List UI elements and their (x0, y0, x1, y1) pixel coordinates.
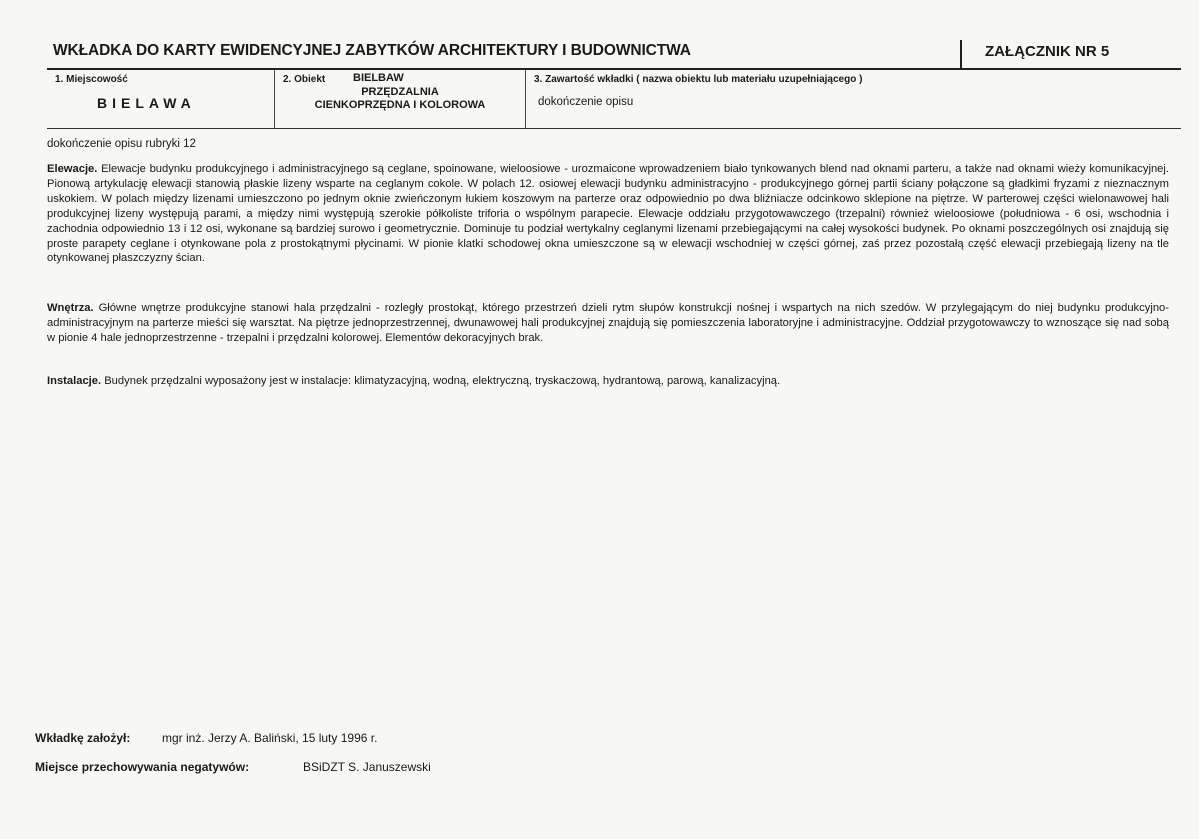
paragraph-installations (47, 374, 1169, 389)
content-value: dokończenie opisu (538, 96, 634, 108)
paragraph-elevations (47, 162, 1169, 266)
form-fields-row (47, 70, 1181, 129)
content-label: 3. Zawartość wkładki ( nazwa obiektu lub materiału uzupełniającego ) (534, 74, 863, 85)
storage-row (35, 760, 431, 774)
object-description-line-1: PRZĘDZALNIA (361, 86, 439, 98)
annex-number: ZAŁĄCZNIK NR 5 (985, 43, 1110, 60)
content-field (526, 70, 1181, 128)
storage-label: Miejsce przechowywania negatywów: (35, 760, 250, 774)
place-value: BIELAWA (97, 95, 196, 111)
paragraph-text: Główne wnętrze produkcyjne stanowi hala przędzalni - rozległy prostokąt, którego przestrzeń dzieli rytm słupów konstrukcji nośnej i wspartych na nich szedów. W przylegającym do niej budynku produkcyjno-administracyjnym na parterze mieści się warsztat. Na piętrze jednoprzestrzennej, dwunawowej hali produkcyjnej znajdują się pomieszczenia laboratoryjne i administracyjne. Oddział przygotowawczy to wznoszące się nad sobą w pionie 4 hale jednoprzestrzenne - trzepalni i przędzalni kolorowej. Elementów dekoracyjnych brak. (47, 302, 1169, 344)
object-name: BIELBAW (353, 72, 404, 84)
place-field (47, 70, 275, 128)
object-description-line-2: CIENKOPRZĘDNA I KOLOROWA (314, 99, 486, 111)
object-description (275, 86, 525, 112)
storage-value: BSiDZT S. Januszewski (303, 760, 431, 774)
author-label: Wkładkę założył: (35, 731, 131, 745)
object-field (275, 70, 526, 128)
form-header (47, 36, 1181, 70)
paragraph-lead: Elewacje. (47, 163, 98, 175)
paragraph-text: Elewacje budynku produkcyjnego i administracyjnego są ceglane, spoinowane, wieloosiowe - urozmaicone wprowadzeniem biało tynkowanych blend nad oknami parteru, a także nad oknami wieży komunikacyjnej. Pionową artykulację elewacji stanowią płaskie lizeny wsparte na ceglanym cokole. W polach 12. osiowej elewacji budynku administracyjno - produkcyjnego górnej partii ściany połączone są gładkimi fryzami z nieznacznym uskokiem. W polach między lizenami umieszczono po jednym oknie zwieńczonym łukiem koszowym na parterze oraz odpowiednio po dwa bliźniacze odcinkowo sklepione na piętrze. W parterowej części wielonawowej hali produkcyjnej lizeny występują parami, a między nimi występują szerokie półkoliste triforia o wspólnym parapecie. Elewacje oddziału przygotowawczego (trzepalni) również wieloosiowe (południowa - 6 osi, wschodnia i zachodnia odpowiednio 13 i 12 osi, wykonane są bardziej surowo i geometrycznie. Dominuje tu podział wertykalny ceglanymi lizenami przebiegającymi na całej wysokości budynek. Po oknami poszczególnych osi znajdują się proste parapety ceglane i otynkowane pola z prostokątnymi płycinami. W pionie klatki schodowej okna umieszczone są w elewacji wschodniej w części górnej, zaś przez pozostałą część elewacji przebiegają lizeny na tle otynkowanej płaszczyzny ścian. (47, 163, 1169, 265)
object-label: 2. Obiekt (283, 74, 326, 85)
header-divider (960, 40, 962, 68)
form-title: WKŁADKA DO KARTY EWIDENCYJNEJ ZABYTKÓW ARCHITEKTURY I BUDOWNICTWA (53, 42, 691, 59)
author-value: mgr inż. Jerzy A. Baliński, 15 luty 1996 r. (162, 731, 378, 745)
section-heading: dokończenie opisu rubryki 12 (47, 138, 196, 150)
paragraph-lead: Wnętrza. (47, 302, 94, 314)
paragraph-text: Budynek przędzalni wyposażony jest w instalacje: klimatyzacyjną, wodną, elektryczną, tryskaczową, hydrantową, parową, kanalizacyjną. (101, 375, 781, 387)
paragraph-lead: Instalacje. (47, 375, 102, 387)
place-label: 1. Miejscowość (55, 74, 128, 85)
paragraph-interiors (47, 301, 1169, 346)
author-row (35, 731, 378, 745)
